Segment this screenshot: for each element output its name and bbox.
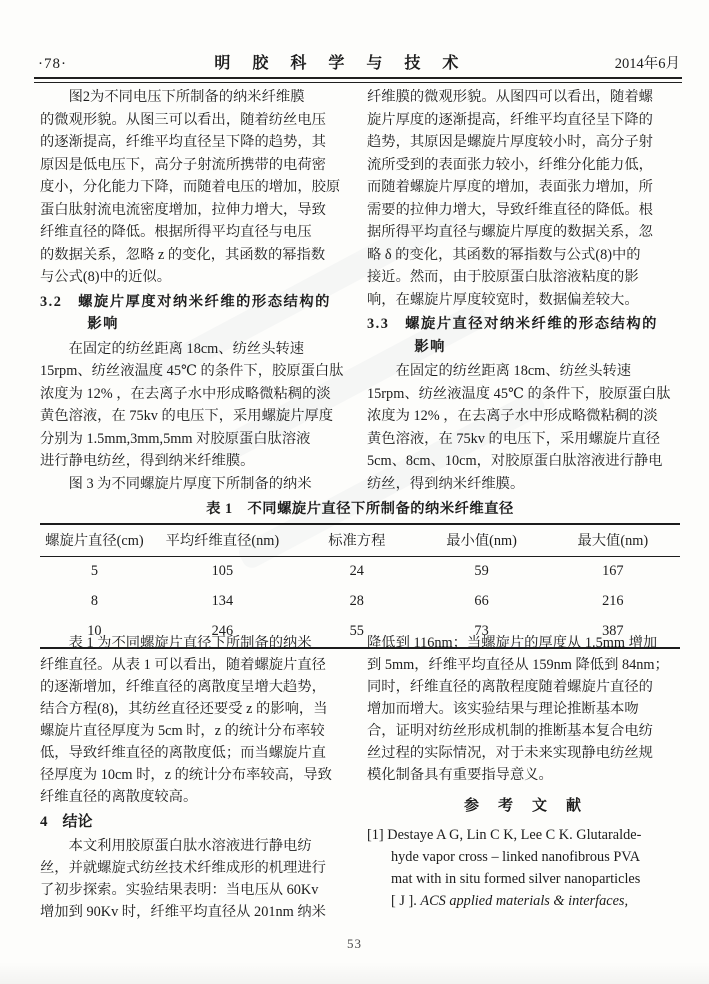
table-cell: 66 (474, 593, 489, 609)
text-line: 15rpm、纺丝液温度 45℃ 的条件下，胶原蛋白肽 (40, 363, 344, 379)
table-cell: 24 (349, 563, 364, 579)
table1-head (40, 524, 680, 557)
paragraph (40, 632, 353, 808)
text-line: 影响 (367, 338, 446, 355)
text-line: 趋势，其原因是螺旋片厚度较小时，高分子射 (367, 134, 653, 150)
table-header-cell: 螺旋片直径(cm) (40, 524, 149, 557)
text-line: 在固定的纺丝距离 18cm、纺丝头转速 (367, 363, 632, 379)
table-cell: 216 (602, 593, 624, 609)
paragraph (367, 360, 680, 495)
text-line: 流所受到的表面张力较小，纤维分化能力低， (367, 156, 653, 173)
text-line: mat with in situ formed silver nanoparticles (391, 871, 641, 887)
text-segment: ACS applied materials & interfaces (420, 893, 625, 909)
text-line: 黄色溶液，在 75kv 的电压下，采用螺旋片直径 (367, 430, 661, 447)
paragraph (367, 86, 680, 311)
paragraph (40, 473, 353, 496)
text-line: 的逐渐提高，纤维平均直径呈下降的趋势，其 (40, 134, 326, 150)
journal-title: 明 胶 科 学 与 技 术 (214, 55, 468, 72)
table-cell: 59 (474, 563, 489, 579)
table-cell: 10 (87, 623, 102, 639)
text-line: 纤维直径的降低。根据所得平均直径与电压 (40, 224, 312, 240)
text-line: 径厚度为 10cm 时，z 的统计分布率较高，导致 (40, 767, 332, 783)
lower-text-section (40, 632, 680, 923)
table-cell: 246 (211, 623, 234, 639)
text-segment: [ J ]. (391, 893, 421, 909)
text-line: 15rpm、纺丝液温度 45℃ 的条件下，胶原蛋白肽 (367, 385, 671, 402)
text-line: 蛋白肽射流电流密度增加，拉伸力增大，导致 (40, 201, 326, 218)
text-line: 进行静电纺丝，得到纳米纤维膜。 (40, 453, 255, 469)
text-segment: , (624, 893, 629, 909)
table-header-cell: 平均纤维直径(nm) (149, 524, 296, 557)
lower-left-column (40, 632, 353, 923)
table-cell: 28 (349, 593, 364, 609)
text-line: 5cm、8cm、10cm，对胶原蛋白肽溶液进行静电 (367, 453, 663, 469)
table-row (40, 587, 680, 617)
text-line: 浓度为 12% ，在去离子水中形成略微粘稠的淡 (40, 385, 331, 402)
reference-item-1 (367, 824, 680, 912)
table-cell: 8 (90, 593, 98, 609)
text-line: 略 δ 的变化，其函数的幂指数与公式(8)中的 (367, 246, 641, 263)
text-line: 同时，纤维直径的离散程度随着螺旋片直径的 (367, 679, 653, 695)
lower-right-column (367, 632, 680, 923)
text-line: 纤维膜的微观形貌。从图四可以看出，随着螺 (367, 89, 653, 105)
text-line: 增加到 90Kv 时，纤维平均直径从 201nm 纳米 (40, 904, 326, 920)
text-line: 本文利用胶原蛋白肽水溶液进行静电纺 (40, 838, 312, 854)
text-line: 表 1 为不同螺旋片直径下所制备的纳米 (40, 635, 312, 651)
text-line: 了初步探索。实验结果表明：当电压从 60Kv (40, 882, 319, 898)
text-line: 据所得平均直径与螺旋片厚度的数据关系，忽 (367, 224, 653, 240)
text-line: 4 结论 (40, 814, 93, 830)
table-header-cell: 最小值(nm) (418, 524, 546, 557)
text-line: 黄色溶液，在 75kv 的电压下，采用螺旋片厚度 (40, 408, 334, 424)
text-line: 纺丝，得到纳米纤维膜。 (367, 475, 525, 492)
table-header-cell: 标准方程 (296, 524, 418, 557)
table1-caption: 表 1 不同螺旋片直径下所制备的纳米纤维直径 (206, 501, 514, 517)
page-footer-number: 53 (347, 936, 362, 951)
section-heading-3-2 (40, 291, 353, 336)
text-line: 3.3 螺旋片直径对纳米纤维的形态结构的 (367, 316, 658, 332)
text-line: 图2为不同电压下所制备的纳米纤维膜 (40, 89, 305, 105)
table-cell: 167 (602, 563, 624, 579)
text-line: 纤维直径的离散度较高。 (40, 789, 198, 805)
section-heading-4 (40, 811, 353, 833)
text-line: 图 3 为不同螺旋片厚度下所制备的纳米 (40, 475, 312, 492)
text-line: 丝，并就螺旋式纺丝技术纤维成形的机理进行 (40, 860, 326, 876)
section-heading-3-3 (367, 313, 680, 358)
table-cell: 5 (90, 563, 98, 579)
text-line: 3.2 螺旋片厚度对纳米纤维的形态结构的 (40, 293, 331, 310)
text-line: 分别为 1.5mm,3mm,5mm 对胶原蛋白肽溶液 (40, 430, 311, 447)
text-line: 参 考 文 献 (463, 798, 583, 814)
paragraph (367, 632, 680, 786)
text-line: 浓度为 12% ，在去离子水中形成略微粘稠的淡 (367, 408, 658, 424)
paragraph (40, 86, 353, 289)
text-line: 需要的拉伸力增大，导致纤维直径的降低。根 (367, 201, 653, 218)
table-cell: 55 (349, 623, 364, 639)
page-header (38, 50, 680, 73)
text-line: 模化制备具有重要指导意义。 (367, 767, 553, 783)
text-line: 原因是低电压下，高分子射流所携带的电荷密 (40, 156, 326, 173)
text-line: 到 5mm，纤维平均直径从 159nm 降低到 84nm； (367, 657, 669, 673)
text-line: 而随着螺旋片厚度的增加，表面张力增加，所 (367, 179, 653, 195)
text-line: 接近。然而，由于胶原蛋白肽溶液粘度的影 (367, 269, 639, 285)
text-line: [1] Destaye A G, Lin C K, Lee C K. Glutaralde- (367, 827, 642, 843)
table-row (40, 557, 680, 588)
table1 (40, 523, 680, 649)
text-line: 纤维直径。从表 1 可以看出，随着螺旋片直径 (40, 657, 326, 673)
text-line: hyde vapor cross – linked nanofibrous PVA (391, 849, 641, 865)
text-line: 降低到 116nm；当螺旋片的厚度从 1.5mm 增加 (367, 635, 658, 651)
text-line: 的数据关系，忽略 z 的变化，其函数的幂指数 (40, 246, 326, 263)
text-line: 结合方程(8)，其纺丝直径还要受 z 的影响，当 (40, 701, 328, 717)
text-line (367, 890, 680, 912)
text-line: 与公式(8)中的近似。 (40, 269, 172, 285)
header-divider-rule (34, 77, 682, 83)
table1-section (40, 500, 680, 649)
text-line: 的逐渐增加，纤维直径的离散度呈增大趋势， (40, 679, 326, 695)
text-line: 响，在螺旋片厚度较宽时，数据偏差较大。 (367, 291, 639, 308)
text-line: 螺旋片直径厚度为 5cm 时，z 的统计分布率较 (40, 723, 325, 739)
text-line: 的微观形貌。从图三可以看出，随着纺丝电压 (40, 111, 326, 128)
text-line: 影响 (40, 316, 119, 332)
header-page-number: ·78· (38, 56, 67, 72)
references-heading (367, 795, 680, 817)
issue-date: 2014年6月 (614, 56, 680, 72)
text-line: 旋片厚度的逐渐提高，纤维平均直径呈下降的 (367, 111, 653, 128)
table-cell: 105 (211, 563, 234, 579)
scan-edge-shadow (0, 962, 709, 984)
upper-text-section (40, 86, 680, 495)
table-header-row (40, 524, 680, 557)
table-cell: 73 (474, 623, 489, 639)
text-line: 在固定的纺丝距离 18cm、纺丝头转速 (40, 340, 305, 357)
upper-right-column (367, 86, 680, 495)
text-line: 低，导致纤维直径的离散度低；而当螺旋片直 (40, 745, 326, 761)
table-cell: 134 (211, 593, 234, 609)
text-line: 丝过程的实际情况，对于未来实现静电纺丝规 (367, 745, 653, 761)
upper-left-column (40, 86, 353, 495)
table-header-cell: 最大值(nm) (546, 524, 680, 557)
table-cell: 387 (602, 623, 624, 639)
text-line: 度小，分化能力下降，而随着电压的增加，胶原 (40, 179, 341, 195)
paragraph (40, 338, 353, 473)
text-line: 合，证明对纺丝形成机制的推断基本复合电纺 (367, 723, 653, 739)
text-line: 增加而增大。该实验结果与理论推断基本吻 (367, 701, 639, 717)
paragraph (40, 835, 353, 923)
